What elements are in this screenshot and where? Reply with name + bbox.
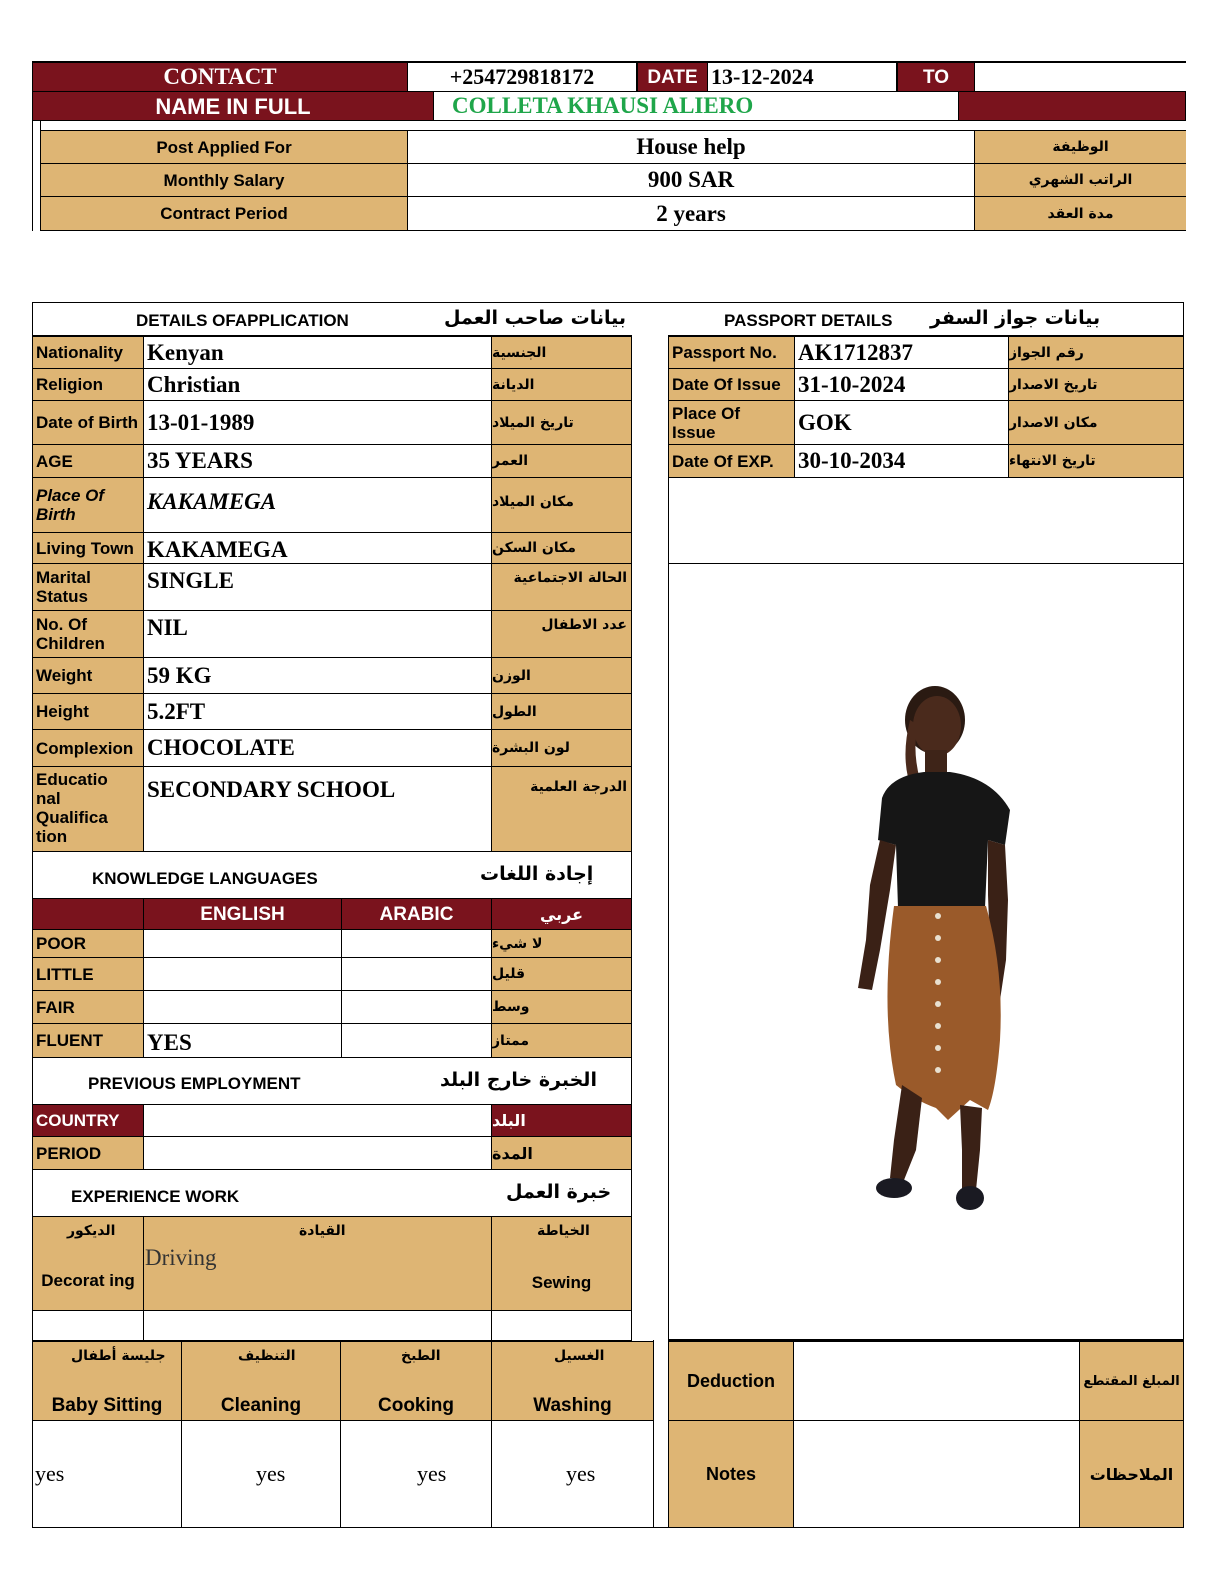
lang-little-ar: قليل — [491, 957, 632, 991]
issue-place-label: Place Of Issue — [668, 400, 795, 445]
passport-no-value: AK1712837 — [794, 336, 1009, 369]
period-value — [143, 1136, 492, 1170]
sewing-label: Sewing — [531, 1273, 592, 1292]
notes-ar: الملاحظات — [1079, 1420, 1184, 1528]
salary-value — [407, 163, 975, 197]
skill-baby-sitting — [32, 1341, 182, 1421]
date-label-text: DATE — [647, 66, 698, 88]
height-ar: الطول — [491, 693, 632, 730]
name-label — [32, 91, 434, 121]
employment-title — [32, 1057, 632, 1105]
experience-title-text: EXPERIENCE WORK — [71, 1187, 240, 1206]
skill-washing-label: Washing — [533, 1395, 612, 1416]
lang-little-label: LITTLE — [32, 957, 144, 991]
skill-cleaning-value: yes — [181, 1420, 341, 1528]
education-ar: الدرجة العلمية — [491, 766, 632, 852]
issue-date-label: Date Of Issue — [668, 368, 795, 401]
passport-title-ar: بيانات جواز السفر — [930, 307, 1101, 329]
deduction-value — [793, 1341, 1080, 1421]
passport-no-label: Passport No. — [668, 336, 795, 369]
nationality-value: Kenyan — [143, 336, 492, 369]
post-value — [407, 130, 975, 164]
decorating-ar: الديكور — [67, 1223, 116, 1239]
languages-title — [32, 851, 632, 899]
issue-place-value: GOK — [794, 400, 1009, 445]
dob-value: 13-01-1989 — [143, 400, 492, 445]
lang-little-arabic — [341, 957, 492, 991]
name-extra — [958, 91, 1186, 121]
lang-fluent-arabic — [341, 1023, 492, 1058]
experience-title-ar: خبرة العمل — [506, 1181, 612, 1203]
languages-header-arabic: ARABIC — [341, 898, 492, 930]
lang-poor-ar: لا شيء — [491, 929, 632, 958]
lang-fluent-english: YES — [143, 1023, 342, 1058]
decorating-cell — [32, 1216, 144, 1311]
period-ar: المدة — [491, 1136, 632, 1170]
nationality-label: Nationality — [32, 336, 144, 369]
deduction-label: Deduction — [668, 1341, 794, 1421]
to-label-text: TO — [922, 66, 950, 88]
sewing-cell — [491, 1216, 632, 1311]
height-label: Height — [32, 693, 144, 730]
date-label — [637, 62, 708, 92]
lang-poor-label: POOR — [32, 929, 144, 958]
lang-fair-ar: وسط — [491, 990, 632, 1024]
weight-value: 59 KG — [143, 657, 492, 694]
skill-cooking — [340, 1341, 492, 1421]
notes-value — [793, 1420, 1080, 1528]
dob-label: Date of Birth — [32, 400, 144, 445]
applicant-photo — [820, 680, 1040, 1220]
living-town-value: KAKAMEGA — [143, 532, 492, 564]
languages-header-english: ENGLISH — [143, 898, 342, 930]
lang-little-english — [143, 957, 342, 991]
contact-label — [32, 62, 408, 92]
name-value-text: COLLETA KHAUSI ALIERO — [452, 93, 754, 118]
languages-title-ar: إجادة اللغات — [480, 863, 594, 885]
salary-ar-text: الراتب الشهري — [1028, 172, 1133, 188]
date-value — [707, 62, 897, 92]
lang-fluent-label: FLUENT — [32, 1023, 144, 1058]
marital-status-label: Marital Status — [32, 563, 144, 611]
contract-value — [407, 196, 975, 231]
contract-value-text: 2 years — [656, 200, 726, 226]
skill-washing-value: yes — [491, 1420, 654, 1528]
details-title-text: DETAILS OFAPPLICATION — [136, 311, 349, 330]
age-label: AGE — [32, 444, 144, 478]
skill-baby-sitting-label: Baby Sitting — [51, 1395, 163, 1416]
place-of-birth-value: KAKAMEGA — [143, 477, 492, 533]
passport-blank — [668, 477, 1184, 564]
deduction-ar: المبلغ المقتطع — [1079, 1341, 1184, 1421]
post-label — [40, 130, 408, 164]
complexion-value: CHOCOLATE — [143, 729, 492, 767]
to-value — [974, 62, 1186, 92]
country-label: COUNTRY — [32, 1104, 144, 1137]
experience-title — [32, 1169, 632, 1217]
details-title — [32, 302, 632, 336]
notes-label: Notes — [668, 1420, 794, 1528]
issue-date-value: 31-10-2024 — [794, 368, 1009, 401]
column-gap — [631, 336, 669, 1340]
languages-header-arabi: عربي — [491, 898, 632, 930]
lang-fair-english — [143, 990, 342, 1024]
driving-label: Driving — [145, 1245, 217, 1270]
employment-title-text: PREVIOUS EMPLOYMENT — [88, 1074, 301, 1093]
languages-title-text: KNOWLEDGE LANGUAGES — [92, 869, 318, 888]
lang-poor-english — [143, 929, 342, 958]
issue-date-ar: تاريخ الاصدار — [1008, 368, 1184, 401]
education-value: SECONDARY SCHOOL — [143, 766, 492, 852]
religion-value: Christian — [143, 368, 492, 401]
sewing-ar: الخياطة — [537, 1223, 590, 1239]
column-gap-bottom — [653, 1340, 669, 1528]
period-label: PERIOD — [32, 1136, 144, 1170]
skill-baby-sitting-ar: جليسة أطفال — [71, 1348, 166, 1364]
salary-label — [40, 163, 408, 197]
contact-value — [407, 62, 637, 92]
country-ar: البلد — [491, 1104, 632, 1137]
contract-label-text: Contract Period — [160, 204, 288, 223]
lang-poor-arabic — [341, 929, 492, 958]
skill-baby-sitting-value: yes — [32, 1420, 182, 1528]
issue-place-ar: مكان الاصدار — [1008, 400, 1184, 445]
country-value — [143, 1104, 492, 1137]
contact-value-text: +254729818172 — [449, 64, 595, 89]
passport-title — [668, 302, 1184, 336]
children-label: No. Of Children — [32, 610, 144, 658]
lang-fair-arabic — [341, 990, 492, 1024]
skill-cooking-value: yes — [340, 1420, 492, 1528]
contact-label-text: CONTACT — [163, 64, 277, 89]
salary-ar — [974, 163, 1186, 197]
skill-cleaning — [181, 1341, 341, 1421]
education-label: Educatio nal Qualifica tion — [32, 766, 144, 852]
complexion-ar: لون البشرة — [491, 729, 632, 767]
contract-ar — [974, 196, 1186, 231]
languages-header-blank — [32, 898, 144, 930]
skill-washing — [491, 1341, 654, 1421]
name-value — [433, 91, 959, 121]
living-town-ar: مكان السكن — [491, 532, 632, 564]
passport-title-text: PASSPORT DETAILS — [724, 311, 893, 330]
complexion-label: Complexion — [32, 729, 144, 767]
place-of-birth-ar: مكان الميلاد — [491, 477, 632, 533]
experience-blank-2 — [143, 1310, 492, 1341]
skill-cooking-ar: الطبخ — [401, 1348, 441, 1364]
dob-ar: تاريخ الميلاد — [491, 400, 632, 445]
religion-ar: الديانة — [491, 368, 632, 401]
to-label — [897, 62, 975, 92]
living-town-label: Living Town — [32, 532, 144, 564]
salary-label-text: Monthly Salary — [163, 170, 285, 190]
marital-status-value: SINGLE — [143, 563, 492, 611]
marital-status-ar: الحالة الاجتماعية — [491, 563, 632, 611]
decorating-label: Decorat ing — [41, 1271, 135, 1290]
weight-label: Weight — [32, 657, 144, 694]
expiry-label: Date Of EXP. — [668, 444, 795, 478]
experience-blank-1 — [32, 1310, 144, 1341]
experience-blank-3 — [491, 1310, 632, 1341]
passport-no-ar: رقم الجواز — [1008, 336, 1184, 369]
lang-fluent-ar: ممتاز — [491, 1023, 632, 1058]
date-value-text: 13-12-2024 — [711, 64, 814, 89]
post-label-text: Post Applied For — [156, 137, 292, 157]
skill-cleaning-label: Cleaning — [220, 1395, 302, 1416]
children-value: NIL — [143, 610, 492, 658]
employment-title-ar: الخبرة خارج البلد — [440, 1069, 597, 1091]
age-ar: العمر — [491, 444, 632, 478]
children-ar: عدد الاطفال — [491, 610, 632, 658]
skill-cooking-label: Cooking — [378, 1395, 454, 1416]
expiry-value: 30-10-2034 — [794, 444, 1009, 478]
driving-cell — [143, 1216, 492, 1311]
contract-label — [40, 196, 408, 231]
post-ar — [974, 130, 1186, 164]
post-value-text: House help — [636, 134, 746, 159]
skill-cleaning-ar: التنظيف — [238, 1348, 296, 1364]
post-ar-text: الوظيفة — [1052, 139, 1109, 155]
name-label-text: NAME IN FULL — [155, 93, 311, 119]
height-value: 5.2FT — [143, 693, 492, 730]
expiry-ar: تاريخ الانتهاء — [1008, 444, 1184, 478]
place-of-birth-label: Place Of Birth — [32, 477, 144, 533]
religion-label: Religion — [32, 368, 144, 401]
skill-washing-ar: الغسيل — [554, 1348, 605, 1364]
person-figure-icon — [820, 680, 1040, 1220]
lang-fair-label: FAIR — [32, 990, 144, 1024]
details-title-ar: بيانات صاحب العمل — [444, 307, 626, 329]
driving-ar: القيادة — [299, 1223, 346, 1239]
salary-value-text: 900 SAR — [647, 167, 735, 192]
age-value: 35 YEARS — [143, 444, 492, 478]
nationality-ar: الجنسية — [491, 336, 632, 369]
weight-ar: الوزن — [491, 657, 632, 694]
contract-ar-text: مدة العقد — [1047, 205, 1114, 222]
